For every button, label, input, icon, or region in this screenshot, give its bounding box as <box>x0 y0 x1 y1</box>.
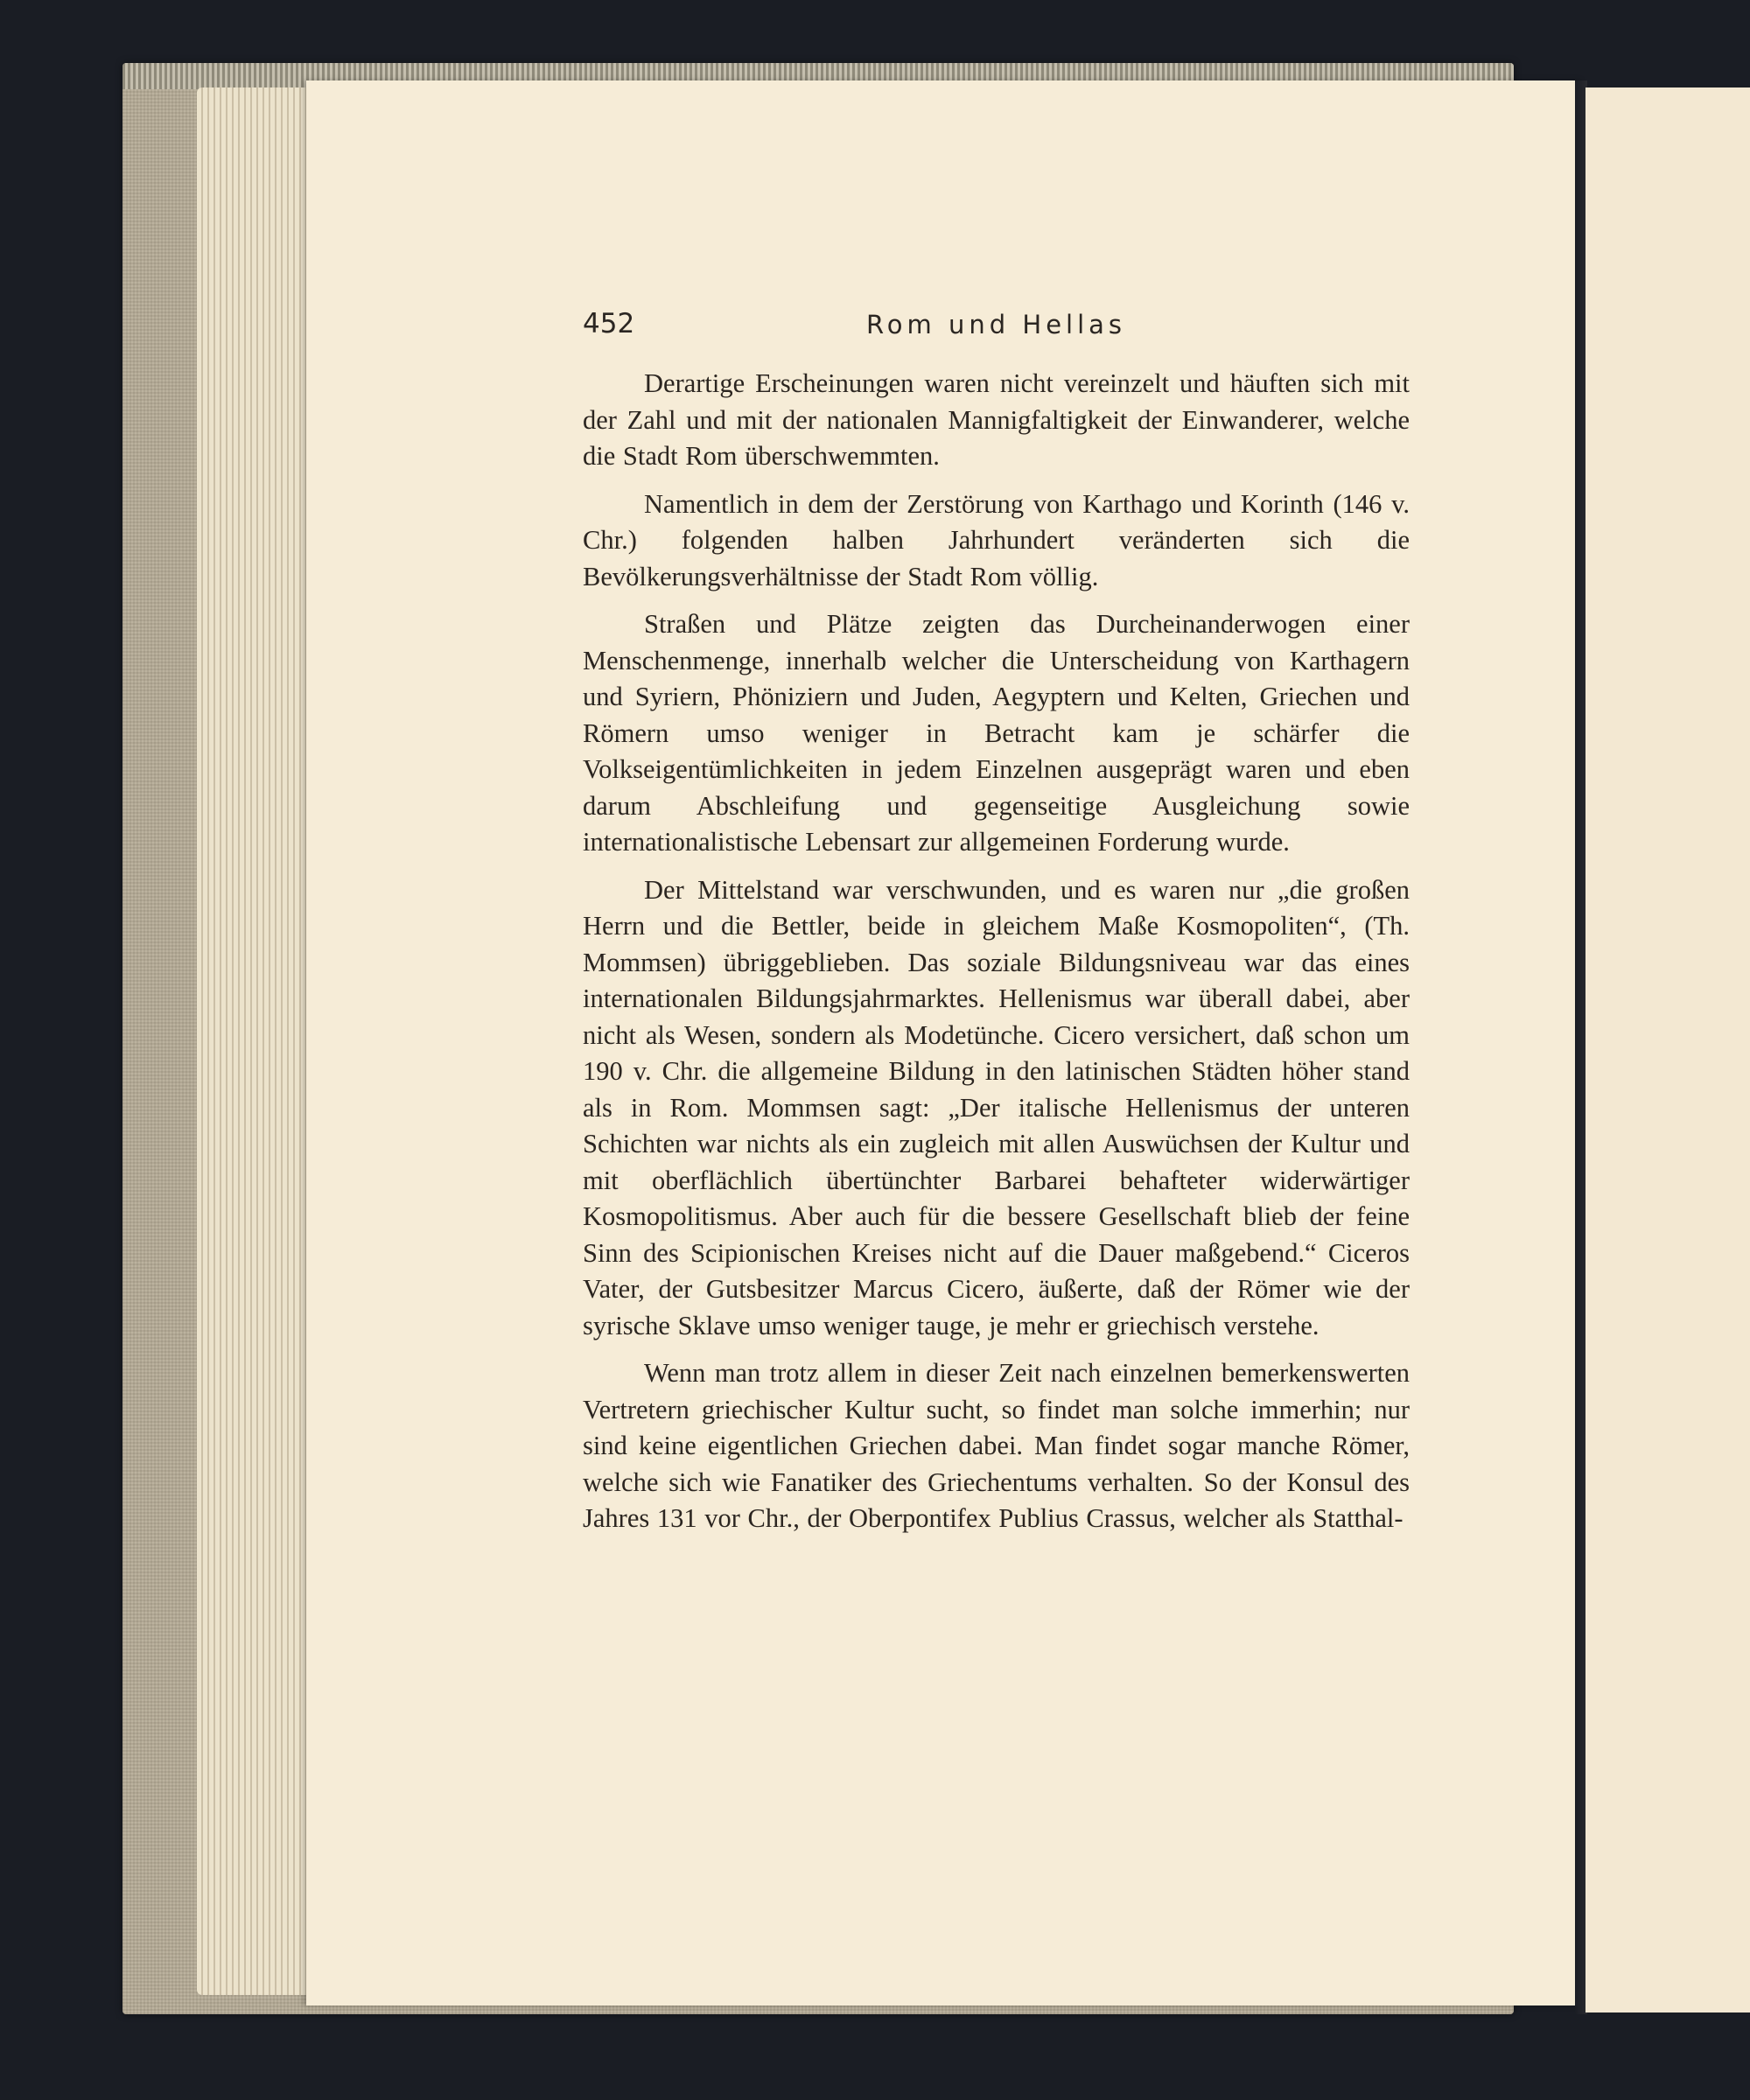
facing-page-edge <box>1586 88 1750 2012</box>
paragraph: Der Mittelstand war verschwunden, und es waren nur „die großen Herrn und die Bettler, beide in gleichem Maße Kosmopoliten“, (Th. Mommsen) übriggeblieben. Das soziale Bildungsniveau war das eines internationalen Bildungsjahrmarktes. Hellenismus war überall dabei, aber nicht als Wesen, sondern als Modetünche. Cicero versichert, daß schon um 190 v. Chr. die allgemeine Bildung in den latinischen Städten höher stand als in Rom. Mommsen sagt: „Der italische Hellenismus der unteren Schichten war nichts als ein zugleich mit allen Auswüchsen der Kultur und mit oberflächlich übertünchter Barbarei behafteter widerwärtiger Kosmopolitismus. Aber auch für die bessere Gesellschaft blieb der feine Sinn des Scipionischen Kreises nicht auf die Dauer maßgebend.“ Ciceros Vater, der Gutsbesitzer Marcus Cicero, äußerte, daß der Römer wie der syrische Sklave umso weniger tauge, je mehr er griechisch verstehe. <box>583 874 1410 1340</box>
running-head-title: Rom und Hellas <box>865 310 1127 340</box>
paragraph: Derartige Erscheinungen waren nicht vereinzelt und häuften sich mit der Zahl und mit der nationalen Mannigfaltigkeit der Einwanderer, welche die Stadt Rom überschwemmten. <box>583 368 1410 471</box>
body-text <box>583 366 1410 1549</box>
paragraph: Wenn man trotz allem in dieser Zeit nach einzelnen bemerkenswerten Vertretern griechischer Kultur sucht, so findet man solche immerhin; nur sind keine eigentlichen Griechen dabei. Man findet sogar manche Römer, welche sich wie Fanatiker des Griechentums verhalten. So der Konsul des Jahres 131 vor Chr., der Oberpontifex Publius Crassus, welcher als Statthal- <box>583 1358 1410 1533</box>
paragraph: Namentlich in dem der Zerstörung von Karthago und Korinth (146 v. Chr.) folgenden halben Jahrhundert veränderten sich die Bevölkerungsverhältnisse der Stadt Rom völlig. <box>583 488 1410 592</box>
page-number: 452 <box>583 308 635 340</box>
paragraph: Straßen und Plätze zeigten das Durcheinanderwogen einer Menschenmenge, innerhalb welcher die Unterscheidung von Karthagern und Syriern, Phöniziern und Juden, Aegyptern und Kelten, Griechen und Römern umso weniger in Betracht kam je schärfer die Volkseigentümlichkeiten in jedem Einzelnen ausgeprägt waren und eben darum Abschleifung und gegenseitige Ausgleichung sowie internationalistische Lebensart zur allgemeinen Forderung wurde. <box>583 609 1410 857</box>
page-edges <box>197 88 311 1995</box>
running-head <box>583 308 1410 346</box>
